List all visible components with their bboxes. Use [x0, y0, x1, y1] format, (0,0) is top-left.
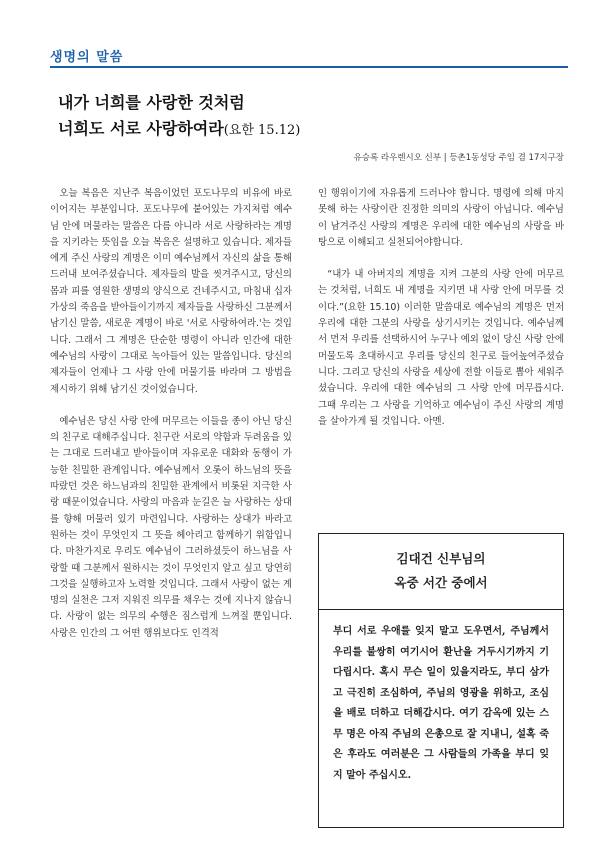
right-column — [318, 186, 564, 430]
title-line-1: 내가 너희를 사랑한 것처럼 — [58, 93, 245, 112]
letter-title-line-2: 옥중 서간 중에서 — [394, 575, 488, 590]
paragraph: “내가 내 아버지의 계명을 지켜 그분의 사랑 안에 머무르는 것처럼, 너희도 내 계명을 지키면 내 사랑 안에 머무를 것이다.”(요한 15.10) 이러한 말씀대로 예수님의 계명은 먼저 우리에 대한 그분의 사랑을 상기시키는 것입니다. 예수님께서 먼저 우리를 선택하시어 누구나 예외 없이 당신 사랑 안에 머물도록 초대하시고 우리를 당신의 친구로 들어높여주셨습니다. 그리고 당신의 사랑을 세상에 전할 이들로 뽑아 세워주셨습니다. 우리에 대한 예수님의 그 사랑 안에 머무릅시다. 그때 우리는 그 사랑을 기억하고 예수님이 주신 사랑의 계명을 살아가게 될 것입니다. 아멘. — [318, 269, 564, 427]
letter-box-body: 부디 서로 우애를 잊지 말고 도우면서, 주님께서 우리를 불쌍히 여기시어 환난을 거두시기까지 기다립시다. 혹시 무슨 일이 있을지라도, 부디 삼가고 극진히 조심하여, 주님의 영광을 위하고, 조심을 배로 더하고 더해갑시다. 여기 감옥에 있는 스무 명은 아직 주님의 은총으로 잘 지내니, 설혹 죽은 후라도 여러분은 그 사람들의 가족을 부디 잊지 말아 주십시오. — [333, 626, 549, 781]
author-byline: 유승록 라우렌시오 신부 | 등촌1동성당 주임 겸 17지구장 — [353, 153, 564, 163]
page-title — [58, 90, 558, 144]
section-label: 생명의 말씀 — [50, 50, 124, 65]
letter-title-line-1: 김대건 신부님의 — [396, 551, 486, 566]
paragraph: 예수님은 당신 사랑 안에 머무르는 이들을 종이 아닌 당신의 친구로 대해주십니다. 친구란 서로의 약함과 두려움을 있는 그대로 드러내고 받아들이며 자유로운 대화와 동행이 가능한 친밀한 관계입니다. 예수님께서 오롯이 하느님의 뜻을 따랐던 것은 하느님과의 친밀한 관계에서 비롯된 지극한 사랑 때문이었습니다. 사랑의 마음과 눈길은 늘 사랑하는 상대를 향해 머물러 있기 마련입니다. 사랑하는 상대가 바라고 원하는 것이 무엇인지 그 뜻을 헤아리고 함께하기 위함입니다. 마찬가지로 우리도 예수님이 그러하셨듯이 하느님을 사랑할 때 그분께서 원하시는 것이 무엇인지 알고 싶고 당연히 그것을 실행하고자 노력할 것입니다. 그래서 사랑이 없는 계명의 실천은 그저 지워진 의무를 채우는 것에 지나지 않습니다. 사랑이 없는 의무의 수행은 짐스럽게 느껴질 뿐입니다. 사랑은 인간의 그 어떤 행위보다도 인격적 — [50, 415, 292, 639]
title-line-2: 너희도 서로 사랑하여라(요한 15.12) — [58, 119, 301, 138]
paragraph: 인 행위이기에 자유롭게 드러나야 합니다. 명령에 의해 마지못해 하는 사랑이란 진정한 의미의 사랑이 아닙니다. 예수님이 남겨주신 사랑의 계명은 우리에 대한 예수님의 사랑을 바탕으로 이해되고 실천되어야합니다. — [318, 188, 564, 248]
header-divider — [50, 66, 568, 68]
paragraph: 오늘 복음은 지난주 복음이었던 포도나무의 비유에 바로 이어지는 부분입니다. 포도나무에 붙어있는 가지처럼 예수님 안에 머물라는 말씀은 다름 아니라 서로 사랑하라는 계명을 지키라는 뜻임을 오늘 복음은 설명하고 있습니다. 제자들에게 주신 사랑의 계명은 이미 예수님께서 자신의 삶을 통해 드러내 보여주셨습니다. 제자들의 발을 씻겨주시고, 당신의 몸과 피를 영원한 생명의 양식으로 건네주시고, 마침내 십자가상의 죽음을 받아들이기까지 제자들을 사랑하신 그분께서 남기신 말씀, 새로운 계명이 바로 '서로 사랑하여라.'는 것입니다. 그래서 그 계명은 단순한 명령이 아니라 인간에 대한 예수님의 사랑이 그대로 녹아들어 있는 말씀입니다. 당신의 제자들이 언제나 그 사랑 안에 머물기를 바라며 그 방법을 제시하기 위해 남기신 것이었습니다. — [50, 188, 292, 395]
scripture-reference: (요한 15.12) — [223, 123, 301, 138]
letter-excerpt-box — [318, 533, 564, 828]
left-column — [50, 186, 292, 642]
letter-box-title — [319, 534, 563, 610]
